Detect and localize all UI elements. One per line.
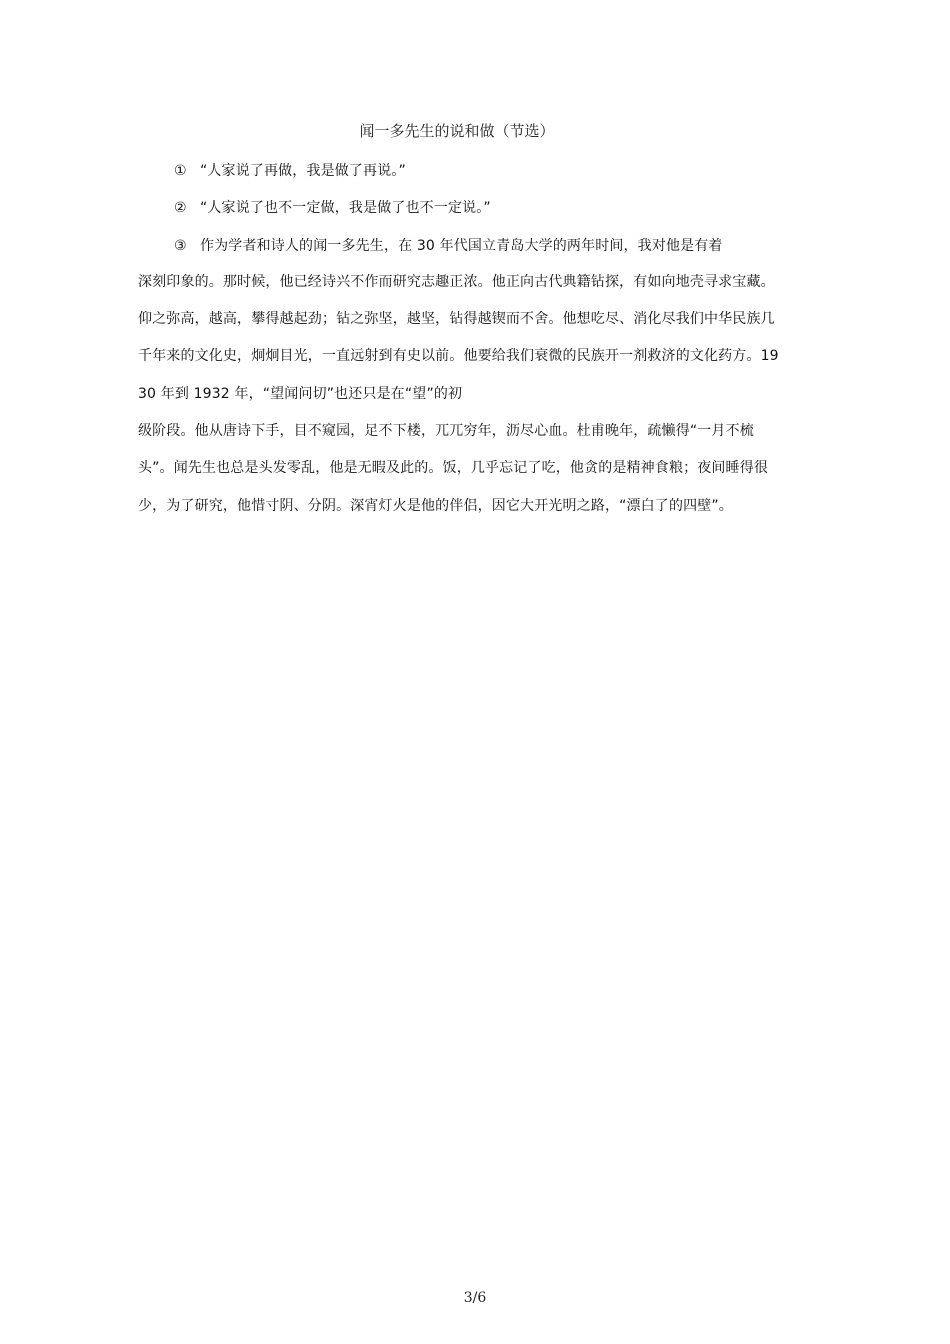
body-line: 级阶段。他从唐诗下手，目不窥园，足不下楼，兀兀穷年，沥尽心血。杜甫晚年，疏懒得“一月不梳 <box>138 423 754 439</box>
body-line: 30 年到 1932 年，“望闻问切”也还只是在“望”的初 <box>138 386 463 402</box>
paragraph-marker: ② <box>174 200 187 216</box>
body-line: 少，为了研究，他惜寸阴、分阴。深宵灯火是他的伴侣，因它大开光明之路，“漂白了的四壁”。 <box>138 498 733 514</box>
body-line: 仰之弥高，越高，攀得越起劲；钻之弥坚，越坚，钻得越锲而不舍。他想吃尽、消化尽我们中华民族几 <box>138 311 775 327</box>
paragraph-text: “人家说了也不一定做，我是做了也不一定说。” <box>200 200 491 216</box>
paragraph-1 <box>174 161 854 181</box>
paragraph-text: “人家说了再做，我是做了再说。” <box>200 163 406 179</box>
body-line: 千年来的文化史，炯炯目光，一直远射到有史以前。他要给我们衰微的民族开一剂救济的文化药方。19 <box>138 348 779 364</box>
page-number: 3/6 <box>463 1290 487 1306</box>
paragraph-2 <box>174 198 854 218</box>
paragraph-3 <box>174 236 854 256</box>
paragraph-text: 作为学者和诗人的闻一多先生，在 30 年代国立青岛大学的两年时间，我对他是有着 <box>200 238 723 254</box>
paragraph-marker: ③ <box>174 238 187 254</box>
body-line: 深刻印象的。那时候，他已经诗兴不作而研究志趣正浓。他正向古代典籍钻探，有如向地壳寻求宝藏。 <box>138 274 775 290</box>
document-title: 闻一多先生的说和做（节选） <box>359 122 555 140</box>
paragraph-marker: ① <box>174 163 187 179</box>
body-line: 头”。闻先生也总是头发零乱，他是无暇及此的。饭，几乎忘记了吃，他贪的是精神食粮；夜间睡得很 <box>138 460 768 476</box>
